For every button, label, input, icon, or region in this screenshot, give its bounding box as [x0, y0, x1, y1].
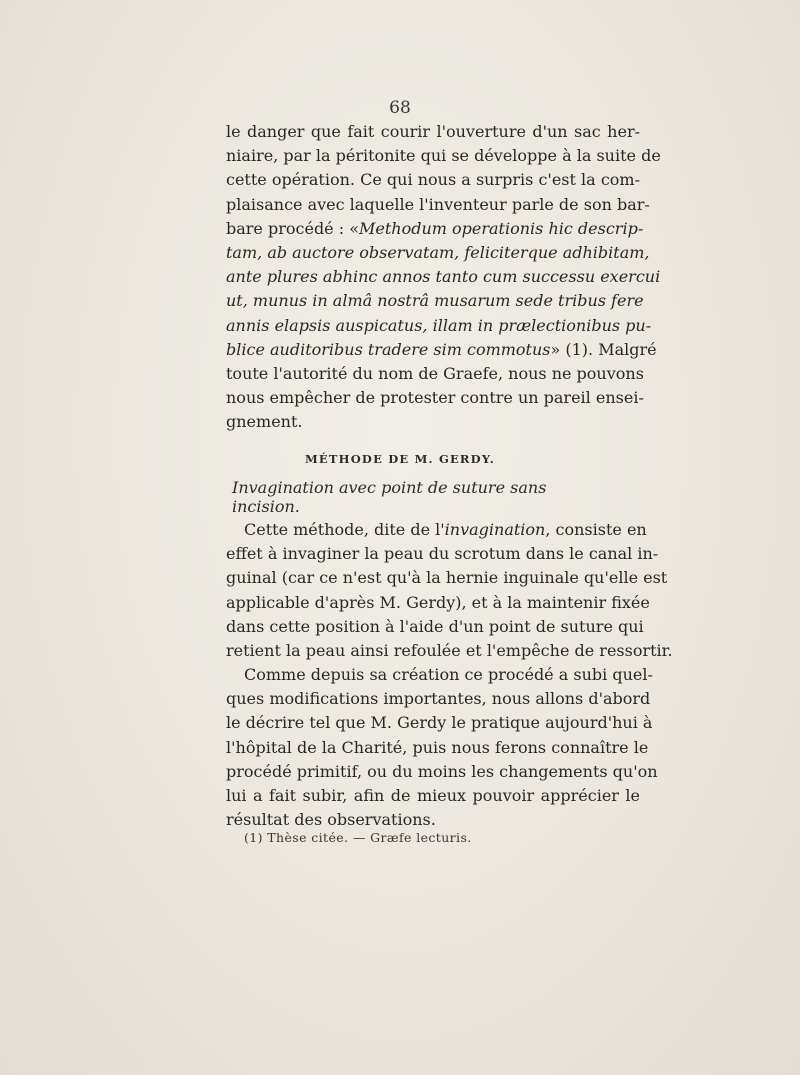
latin-quote-line: ut, munus in almâ nostrâ musarum sede tribus fere	[226, 291, 644, 311]
text-line-mixed	[226, 338, 657, 362]
roman-text: bare procédé : «	[226, 218, 359, 238]
text-line: dans cette position à l'aide d'un point de suture qui	[226, 616, 644, 636]
text-line: procédé primitif, ou du moins les changements qu'on	[226, 761, 658, 781]
footnote: (1) Thèse citée. — Græfe lecturis.	[244, 830, 472, 845]
text-line: nous empêcher de protester contre un pareil ensei-	[226, 388, 644, 408]
text-line: guinal (car ce n'est qu'à la hernie inguinale qu'elle est	[226, 568, 668, 588]
text-line: niaire, par la péritonite qui se développe à la suite de	[226, 146, 661, 166]
text-line: toute l'autorité du nom de Graefe, nous ne pouvons	[226, 363, 644, 383]
text-line: effet à invaginer la peau du scrotum dans le canal in-	[226, 544, 659, 564]
text-line-mixed	[226, 217, 644, 241]
paragraph-method-description	[226, 518, 673, 663]
section-heading: MÉTHODE DE M. GERDY.	[304, 452, 495, 466]
latin-quote-line: tam, ab auctore observatam, feliciterque adhibitam,	[226, 242, 650, 262]
text-line: le décrire tel que M. Gerdy le pratique aujourd'hui à	[226, 713, 653, 733]
text-line: applicable d'après M. Gerdy), et à la maintenir fixée	[226, 592, 650, 612]
section-subtitle: Invagination avec point de suture sans incision.	[232, 478, 547, 516]
page-number: 68	[389, 98, 411, 118]
latin-quote-line: annis elapsis auspicatus, illam in prælectionibus pu-	[226, 315, 652, 335]
italic-term: invagination	[444, 520, 546, 539]
text-line-mixed	[226, 518, 647, 542]
text-line: ques modifications importantes, nous allons d'abord	[226, 689, 651, 709]
text-line: cette opération. Ce qui nous a surpris c'est la com-	[226, 170, 640, 190]
roman-text: , consiste en	[545, 520, 647, 539]
text-line: gnement.	[226, 412, 303, 432]
text-line: lui a fait subir, afin de mieux pouvoir apprécier le	[226, 785, 640, 805]
latin-quote-line: ante plures abhinc annos tanto cum successu exercui	[226, 267, 661, 287]
paragraph-modifications	[226, 663, 658, 832]
paragraph-graefe-critique	[226, 120, 661, 434]
text-line: plaisance avec laquelle l'inventeur parle de son bar-	[226, 194, 650, 214]
latin-quote-text: Methodum operationis hic descrip-	[359, 218, 644, 238]
text-line: le danger que fait courir l'ouverture d'un sac her-	[226, 122, 640, 141]
text-line: Comme depuis sa création ce procédé a subi quel-	[244, 665, 653, 684]
roman-text: Cette méthode, dite de l'	[244, 520, 445, 539]
latin-quote-text: blice auditoribus tradere sim commotus	[226, 339, 551, 359]
text-line: retient la peau ainsi refoulée et l'empêche de ressortir.	[226, 640, 673, 660]
text-line: résultat des observations.	[226, 810, 436, 830]
text-line: l'hôpital de la Charité, puis nous ferons connaître le	[226, 737, 649, 757]
roman-text: » (1). Malgré	[550, 339, 657, 359]
